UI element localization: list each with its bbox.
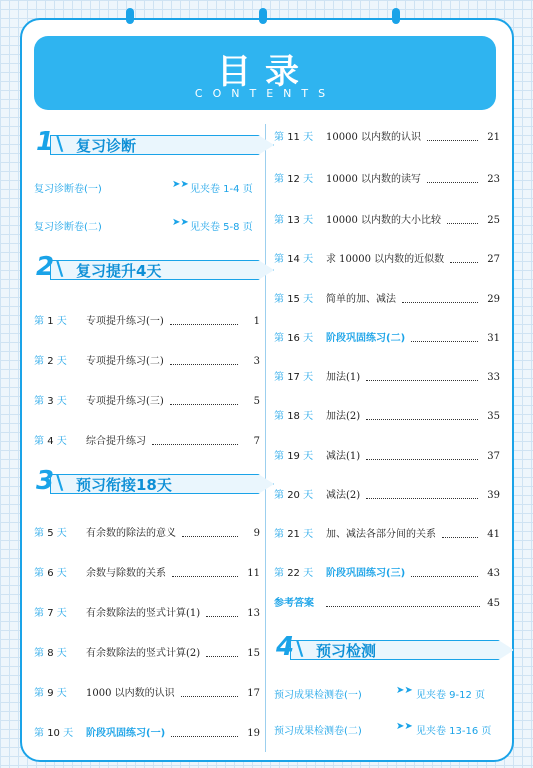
topic-title: 综合提升练习	[86, 436, 146, 447]
day-suffix: 天	[303, 411, 314, 422]
slash-icon: \	[56, 131, 64, 155]
leader-dots	[182, 526, 238, 542]
topic-title: 阶段巩固练习(二)	[326, 333, 406, 344]
topic-title: 简单的加、减法	[326, 294, 396, 305]
day-suffix: 天	[303, 568, 314, 579]
leader-dots	[366, 409, 478, 425]
day-number: 8	[47, 648, 54, 659]
toc-row[interactable]	[274, 370, 500, 386]
day-number: 15	[287, 294, 300, 305]
day-prefix: 第	[34, 568, 44, 579]
day-prefix: 第	[274, 174, 284, 185]
topic-title: 专项提升练习(一)	[86, 316, 164, 327]
leader-dots	[152, 434, 238, 450]
day-label	[274, 527, 313, 543]
toc-row[interactable]	[34, 566, 260, 582]
day-suffix: 天	[303, 294, 314, 305]
day-number: 19	[287, 451, 300, 462]
topic-title: 1000 以内数的认识	[86, 688, 175, 699]
toc-row[interactable]	[274, 213, 500, 229]
toc-row[interactable]	[274, 488, 500, 504]
leader-dots	[366, 449, 478, 465]
toc-row[interactable]	[34, 526, 260, 542]
day-label	[34, 354, 67, 370]
leader-dots	[366, 370, 478, 386]
day-label	[274, 130, 313, 146]
topic-title: 加法(2)	[326, 411, 361, 422]
leader-dots	[206, 606, 238, 622]
day-suffix: 天	[56, 648, 67, 659]
page-number: 3	[253, 356, 260, 367]
toc-row[interactable]	[34, 686, 260, 702]
topic-title: 10000 以内数的读写	[326, 174, 421, 185]
day-suffix: 天	[56, 688, 67, 699]
topic-title: 10000 以内数的大小比较	[326, 215, 441, 226]
toc-row[interactable]	[34, 646, 260, 662]
day-prefix: 第	[274, 451, 284, 462]
day-number: 4	[47, 436, 54, 447]
toc-row[interactable]	[274, 130, 500, 146]
answers-row[interactable]	[274, 596, 500, 612]
section-number: 1	[36, 127, 55, 157]
day-label	[274, 566, 313, 582]
day-number: 2	[47, 356, 54, 367]
leader-dots	[442, 527, 478, 543]
page-number: 19	[247, 728, 260, 739]
day-prefix: 第	[34, 608, 44, 619]
day-suffix: 天	[303, 254, 314, 265]
day-prefix: 第	[34, 648, 44, 659]
day-label	[274, 449, 313, 465]
toc-row[interactable]	[274, 252, 500, 268]
topic-title: 有余数除法的竖式计算(1)	[86, 608, 201, 619]
leader-dots	[366, 488, 478, 504]
day-number: 9	[47, 688, 54, 699]
topic-title: 加、减法各部分间的关系	[326, 529, 436, 540]
leader-dots	[171, 726, 238, 742]
day-prefix: 第	[274, 568, 284, 579]
topic-title: 加法(1)	[326, 372, 361, 383]
topic-title: 减法(2)	[326, 490, 361, 501]
page-number: 25	[487, 215, 500, 226]
day-suffix: 天	[63, 728, 74, 739]
section-number: 3	[36, 466, 55, 496]
ref-diagnosis-2[interactable]	[34, 218, 264, 234]
double-arrow-icon: ➤➤	[396, 685, 413, 696]
toc-row[interactable]	[274, 449, 500, 465]
toc-row[interactable]	[34, 606, 260, 622]
page-number: 27	[487, 254, 500, 265]
toc-row[interactable]	[34, 726, 260, 742]
day-label	[34, 606, 67, 622]
toc-row[interactable]	[274, 292, 500, 308]
day-number: 18	[287, 411, 300, 422]
day-prefix: 第	[274, 529, 284, 540]
toc-row[interactable]	[274, 331, 500, 347]
toc-row[interactable]	[34, 354, 260, 370]
day-suffix: 天	[56, 396, 67, 407]
day-suffix: 天	[56, 436, 67, 447]
day-prefix: 第	[274, 372, 284, 383]
page-number: 23	[487, 174, 500, 185]
day-label	[34, 394, 67, 410]
day-label	[34, 434, 67, 450]
day-prefix: 第	[34, 688, 44, 699]
day-label	[34, 566, 67, 582]
day-number: 7	[47, 608, 54, 619]
topic-title: 有余数的除法的意义	[86, 528, 176, 539]
page-number: 13	[247, 608, 260, 619]
section-preview-bridge	[34, 466, 264, 496]
leader-dots	[181, 686, 238, 702]
section-number: 4	[276, 632, 295, 662]
section-review-improve	[34, 252, 264, 282]
day-number: 20	[287, 490, 300, 501]
page-number: 35	[487, 411, 500, 422]
ref-pages: 见夹卷 9-12 页	[416, 690, 486, 701]
day-suffix: 天	[303, 490, 314, 501]
day-suffix: 天	[303, 215, 314, 226]
day-suffix: 天	[56, 608, 67, 619]
day-suffix: 天	[303, 333, 314, 344]
toc-row[interactable]	[274, 409, 500, 425]
section-title: 预习检测	[316, 642, 377, 660]
slash-icon: \	[56, 470, 64, 494]
page-number: 15	[247, 648, 260, 659]
binder-tab	[126, 8, 134, 24]
toc-row[interactable]	[274, 527, 500, 543]
day-suffix: 天	[303, 451, 314, 462]
slash-icon: \	[296, 636, 304, 660]
section-number: 2	[36, 252, 55, 282]
day-prefix: 第	[274, 215, 284, 226]
double-arrow-icon: ➤➤	[172, 217, 189, 228]
day-prefix: 第	[274, 132, 284, 143]
day-prefix: 第	[274, 333, 284, 344]
header-banner	[34, 36, 496, 110]
topic-title: 有余数除法的竖式计算(2)	[86, 648, 201, 659]
topic-title: 阶段巩固练习(三)	[326, 568, 406, 579]
column-divider	[265, 124, 266, 752]
day-number: 17	[287, 372, 300, 383]
slash-icon: \	[56, 256, 64, 280]
leader-dots	[326, 596, 480, 612]
ref-test-2[interactable]	[274, 722, 504, 738]
day-suffix: 天	[56, 528, 67, 539]
topic-title: 减法(1)	[326, 451, 361, 462]
leader-dots	[450, 252, 478, 268]
day-label	[34, 314, 67, 330]
answers-label: 参考答案	[274, 598, 314, 609]
topic-title: 专项提升练习(三)	[86, 396, 164, 407]
ref-label: 复习诊断卷(二)	[34, 222, 102, 233]
section-title: 预习衔接18天	[76, 476, 172, 494]
ref-pages: 见夹卷 5-8 页	[190, 222, 253, 233]
day-label	[274, 252, 313, 268]
page-number: 5	[253, 396, 260, 407]
toc-row[interactable]	[34, 394, 260, 410]
day-prefix: 第	[34, 316, 44, 327]
double-arrow-icon: ➤➤	[172, 179, 189, 190]
day-number: 12	[287, 174, 300, 185]
day-prefix: 第	[34, 528, 44, 539]
day-suffix: 天	[303, 529, 314, 540]
ref-label: 复习诊断卷(一)	[34, 184, 102, 195]
day-suffix: 天	[303, 132, 314, 143]
toc-row[interactable]	[34, 434, 260, 450]
page-number: 31	[487, 333, 500, 344]
leader-dots	[427, 130, 478, 146]
leader-dots	[172, 566, 238, 582]
page-number: 39	[487, 490, 500, 501]
day-prefix: 第	[274, 490, 284, 501]
day-label	[274, 488, 313, 504]
leader-dots	[411, 331, 478, 347]
day-suffix: 天	[56, 568, 67, 579]
day-number: 13	[287, 215, 300, 226]
leader-dots	[206, 646, 238, 662]
toc-row[interactable]	[274, 172, 500, 188]
answers-page: 45	[487, 598, 500, 609]
day-label	[274, 409, 313, 425]
day-suffix: 天	[56, 356, 67, 367]
page-number: 7	[253, 436, 260, 447]
binder-tab	[392, 8, 400, 24]
day-prefix: 第	[274, 411, 284, 422]
day-number: 1	[47, 316, 54, 327]
page-number: 1	[253, 316, 260, 327]
day-prefix: 第	[274, 294, 284, 305]
day-prefix: 第	[274, 254, 284, 265]
topic-title: 专项提升练习(二)	[86, 356, 164, 367]
page-number: 43	[487, 568, 500, 579]
leader-dots	[427, 172, 478, 188]
day-suffix: 天	[56, 316, 67, 327]
leader-dots	[402, 292, 478, 308]
ref-label: 预习成果检测卷(二)	[274, 726, 362, 737]
day-label	[34, 686, 67, 702]
ref-diagnosis-1[interactable]	[34, 180, 264, 196]
section-title: 复习诊断	[76, 137, 137, 155]
day-label	[34, 646, 67, 662]
leader-dots	[170, 314, 238, 330]
page-number: 17	[247, 688, 260, 699]
day-number: 3	[47, 396, 54, 407]
page-number: 37	[487, 451, 500, 462]
toc-row[interactable]	[34, 314, 260, 330]
double-arrow-icon: ➤➤	[396, 721, 413, 732]
page-number: 41	[487, 529, 500, 540]
day-label	[274, 292, 313, 308]
day-prefix: 第	[34, 436, 44, 447]
binder-tab	[259, 8, 267, 24]
topic-title: 10000 以内数的认识	[326, 132, 421, 143]
page-number: 9	[253, 528, 260, 539]
ref-pages: 见夹卷 1-4 页	[190, 184, 253, 195]
day-label	[274, 172, 313, 188]
day-number: 6	[47, 568, 54, 579]
ref-pages: 见夹卷 13-16 页	[416, 726, 492, 737]
day-prefix: 第	[34, 728, 44, 739]
toc-row[interactable]	[274, 566, 500, 582]
section-preview-test	[274, 632, 504, 662]
page-number: 21	[487, 132, 500, 143]
page-number: 11	[247, 568, 260, 579]
day-label	[274, 213, 313, 229]
leader-dots	[411, 566, 478, 582]
leader-dots	[170, 394, 238, 410]
ref-label: 预习成果检测卷(一)	[274, 690, 362, 701]
topic-title: 求 10000 以内数的近似数	[326, 254, 445, 265]
day-label	[274, 331, 313, 347]
page-number: 29	[487, 294, 500, 305]
section-title: 复习提升4天	[76, 262, 162, 280]
day-label	[34, 726, 73, 742]
day-prefix: 第	[34, 396, 44, 407]
day-suffix: 天	[303, 372, 314, 383]
leader-dots	[170, 354, 238, 370]
leader-dots	[447, 213, 478, 229]
day-number: 10	[47, 728, 60, 739]
day-suffix: 天	[303, 174, 314, 185]
page-title: 目录	[217, 52, 313, 92]
day-label	[274, 370, 313, 386]
topic-title: 阶段巩固练习(一)	[86, 728, 166, 739]
day-number: 22	[287, 568, 300, 579]
day-number: 16	[287, 333, 300, 344]
day-number: 21	[287, 529, 300, 540]
topic-title: 余数与除数的关系	[86, 568, 166, 579]
ref-test-1[interactable]	[274, 686, 504, 702]
day-number: 14	[287, 254, 300, 265]
day-number: 5	[47, 528, 54, 539]
day-prefix: 第	[34, 356, 44, 367]
page-subtitle: CONTENTS	[194, 87, 336, 100]
page-number: 33	[487, 372, 500, 383]
section-review-diagnosis	[34, 127, 264, 157]
day-label	[34, 526, 67, 542]
day-number: 11	[287, 132, 300, 143]
